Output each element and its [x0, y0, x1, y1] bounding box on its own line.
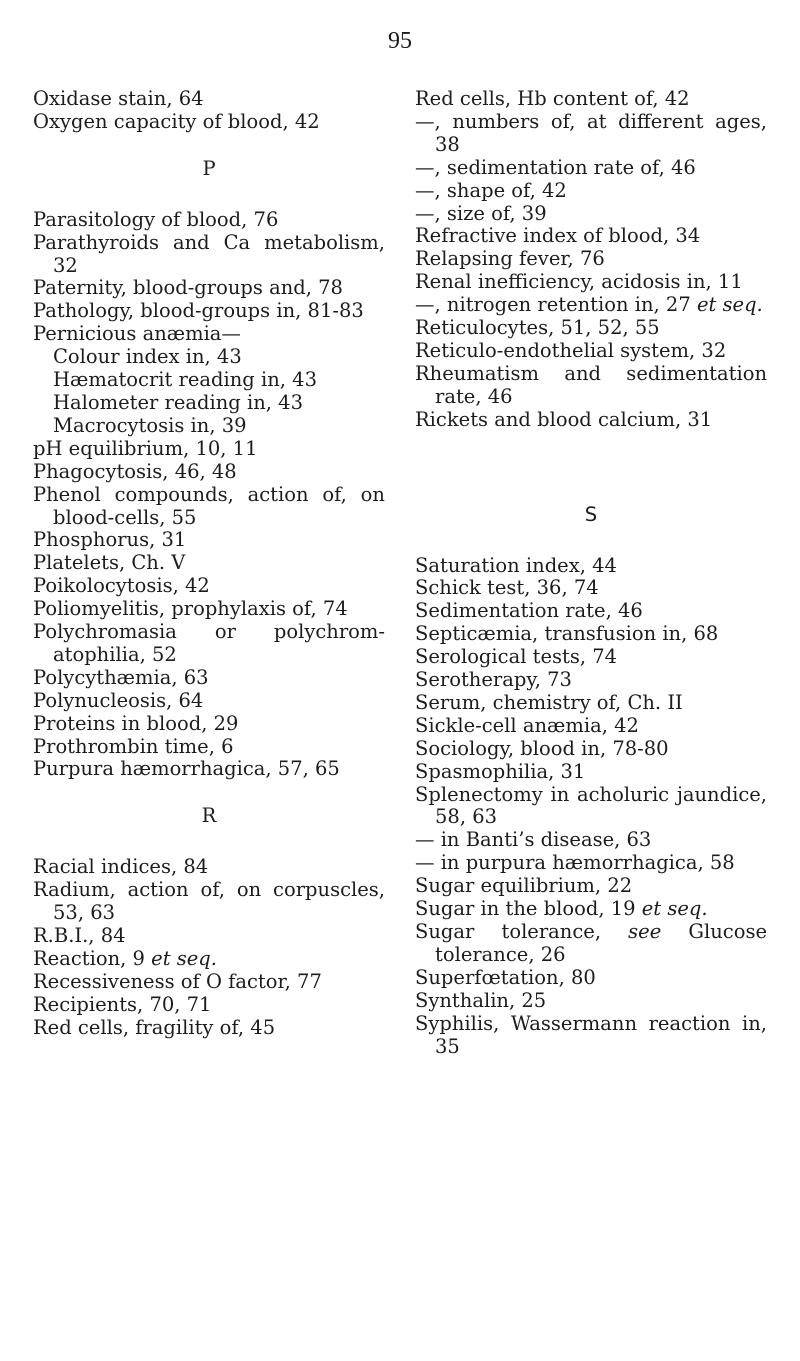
index-subentry: Colour index in, 43	[53, 345, 242, 369]
index-entry: —, shape of, 42	[415, 178, 567, 202]
index-entry: Oxygen capacity of blood, 42	[33, 109, 320, 133]
index-entry: Sickle-cell anæmia, 42	[415, 713, 639, 737]
index-entry: Sedimentation rate, 46	[415, 599, 643, 623]
page-number: 95	[388, 28, 412, 54]
index-entry: Racial indices, 84	[33, 855, 209, 879]
index-entry-sugar-tolerance: Sugar tolerance, see Glucose tolerance, 26	[415, 920, 767, 966]
index-entry: Spasmophilia, 31	[415, 759, 586, 783]
index-entry: pH equilibrium, 10, 11	[33, 436, 258, 460]
index-entry: Platelets, Ch. V	[33, 551, 186, 575]
index-entry: Refractive index of blood, 34	[415, 224, 701, 248]
index-entry: Septicæmia, transfusion in, 68	[415, 622, 719, 646]
index-entry: — in purpura hæmorrhagica, 58	[415, 851, 735, 875]
index-entry: Purpura hæmorrhagica, 57, 65	[33, 757, 340, 781]
index-entry: Renal inefficiency, acidosis in, 11	[415, 270, 743, 294]
index-entry: Recessiveness of O factor, 77	[33, 969, 322, 993]
index-entry: Polycythæmia, 63	[33, 665, 209, 689]
section-letter-r: R	[201, 804, 217, 828]
index-entry: Red cells, Hb content of, 42	[415, 87, 690, 110]
index-entry: Parathyroids and Ca metabolism, 32	[33, 230, 385, 277]
index-entry: Phagocytosis, 46, 48	[33, 459, 237, 483]
index-entry: Recipients, 70, 71	[33, 992, 212, 1016]
index-entry-sugar-blood: Sugar in the blood, 19 et seq.	[415, 897, 708, 921]
index-entry: Polychromasia or polychromatophilia, 52	[33, 620, 385, 666]
index-entry: Sociology, blood in, 78-80	[415, 736, 669, 760]
index-entry: —, size of, 39	[415, 201, 547, 225]
index-entry: Rheumatism and sedimentation rate, 46	[415, 361, 767, 408]
index-entry: Parasitology of blood, 76	[33, 207, 279, 231]
index-entry: Serotherapy, 73	[415, 668, 572, 692]
index-column-left	[33, 88, 385, 1040]
index-entry: Prothrombin time, 6	[33, 734, 234, 758]
index-entry: Paternity, blood-groups and, 78	[33, 276, 343, 300]
index-entry-reaction: Reaction, 9 et seq.	[33, 946, 217, 970]
index-entry: Phenol compounds, action of, on blood-cells, 55	[33, 482, 385, 529]
index-entry: Schick test, 36, 74	[415, 576, 599, 600]
index-entry: Red cells, fragility of, 45	[33, 1015, 276, 1039]
index-entry: Oxidase stain, 64	[33, 87, 204, 110]
index-entry: Relapsing fever, 76	[415, 247, 605, 271]
index-entry: Pernicious anæmia—	[33, 322, 241, 346]
index-entry: Radium, action of, on corpuscles, 53, 63	[33, 878, 385, 925]
index-entry: Proteins in blood, 29	[33, 711, 239, 735]
section-letter-p: P	[202, 156, 216, 180]
index-entry: Splenectomy in acholuric jaundice, 58, 63	[415, 782, 767, 829]
index-subentry: Hæmatocrit reading in, 43	[53, 368, 317, 392]
index-entry: Polynucleosis, 64	[33, 688, 204, 712]
index-entry: Serum, chemistry of, Ch. II	[415, 690, 683, 714]
index-entry: Reticulocytes, 51, 52, 55	[415, 316, 660, 340]
index-subentry: Macrocytosis in, 39	[53, 413, 247, 437]
index-entry: Poliomyelitis, prophylaxis of, 74	[33, 597, 348, 621]
index-column-right	[415, 88, 767, 1058]
index-entry: Superfœtation, 80	[415, 965, 596, 989]
index-entry: Syphilis, Wassermann reaction in, 35	[415, 1011, 767, 1058]
index-entry: Synthalin, 25	[415, 988, 547, 1012]
index-entry: Serological tests, 74	[415, 645, 618, 669]
index-entry: Rickets and blood calcium, 31	[415, 407, 713, 431]
index-entry: R.B.I., 84	[33, 924, 126, 947]
index-entry: Saturation index, 44	[415, 553, 617, 577]
index-entry: Phosphorus, 31	[33, 528, 187, 552]
index-entry: Poikolocytosis, 42	[33, 574, 210, 598]
index-subentry: Halometer reading in, 43	[53, 390, 303, 414]
index-entry: Reticulo-endothelial system, 32	[415, 338, 727, 362]
section-letter-s: S	[584, 502, 598, 526]
index-entry: Pathology, blood-groups in, 81-83	[33, 299, 364, 323]
index-entry-nitrogen: —, nitrogen retention in, 27 et seq.	[415, 293, 763, 317]
index-entry: — in Banti’s disease, 63	[415, 828, 652, 852]
index-entry: —, sedimentation rate of, 46	[415, 155, 696, 179]
index-entry: —, numbers of, at different ages, 38	[415, 109, 767, 156]
index-entry: Sugar equilibrium, 22	[415, 874, 633, 898]
